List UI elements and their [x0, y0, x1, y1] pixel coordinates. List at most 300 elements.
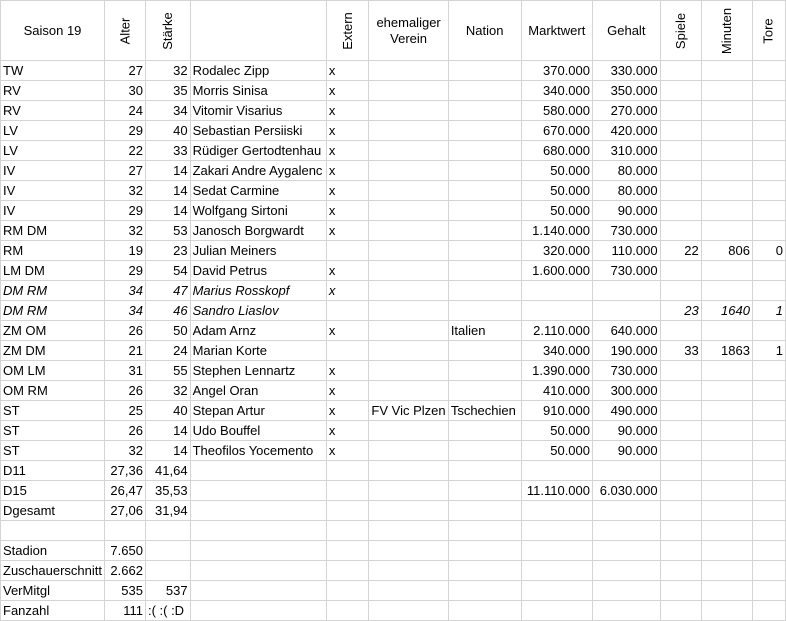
cell-minuten[interactable] [701, 161, 752, 181]
cell-empty[interactable] [752, 461, 785, 481]
cell-name[interactable]: Sedat Carmine [190, 181, 326, 201]
cell-staerke[interactable]: 24 [145, 341, 190, 361]
cell-name[interactable]: Theofilos Yocemento [190, 441, 326, 461]
cell-empty[interactable] [521, 521, 592, 541]
cell-empty[interactable] [448, 601, 521, 621]
cell-spiele[interactable] [660, 441, 701, 461]
cell-spiele[interactable] [660, 261, 701, 281]
cell-spiele[interactable] [660, 141, 701, 161]
cell-stats-value2[interactable] [145, 541, 190, 561]
cell-spiele[interactable] [660, 281, 701, 301]
cell-stats-value[interactable] [105, 521, 146, 541]
cell-spiele[interactable] [660, 101, 701, 121]
cell-marktwert[interactable]: 50.000 [521, 441, 592, 461]
cell-minuten[interactable] [701, 121, 752, 141]
cell-empty[interactable] [660, 581, 701, 601]
cell-name[interactable]: Sandro Liaslov [190, 301, 326, 321]
cell-alter[interactable]: 30 [105, 81, 146, 101]
cell-extern[interactable]: x [326, 361, 369, 381]
cell-minuten[interactable] [701, 281, 752, 301]
cell-marktwert[interactable]: 1.600.000 [521, 261, 592, 281]
cell-empty[interactable] [369, 561, 448, 581]
cell-verein[interactable] [369, 161, 448, 181]
cell-spiele[interactable] [660, 221, 701, 241]
cell-empty[interactable] [190, 601, 326, 621]
cell-tore[interactable] [752, 201, 785, 221]
cell-position[interactable]: OM RM [1, 381, 105, 401]
cell-name[interactable]: Rüdiger Gertodtenhau [190, 141, 326, 161]
cell-alter[interactable]: 31 [105, 361, 146, 381]
cell-empty[interactable] [752, 541, 785, 561]
cell-summary-gehalt[interactable] [593, 461, 661, 481]
cell-empty[interactable] [448, 501, 521, 521]
header-staerke[interactable] [145, 1, 190, 61]
cell-minuten[interactable] [701, 441, 752, 461]
cell-empty[interactable] [752, 501, 785, 521]
cell-empty[interactable] [448, 581, 521, 601]
cell-alter[interactable]: 26 [105, 321, 146, 341]
cell-stats-value2[interactable] [145, 521, 190, 541]
cell-spiele[interactable]: 33 [660, 341, 701, 361]
cell-name[interactable]: Adam Arnz [190, 321, 326, 341]
cell-empty[interactable] [701, 481, 752, 501]
cell-nation[interactable] [448, 141, 521, 161]
cell-gehalt[interactable] [593, 281, 661, 301]
cell-empty[interactable] [190, 501, 326, 521]
cell-verein[interactable] [369, 341, 448, 361]
cell-extern[interactable]: x [326, 321, 369, 341]
cell-verein[interactable] [369, 121, 448, 141]
cell-minuten[interactable]: 806 [701, 241, 752, 261]
cell-gehalt[interactable]: 310.000 [593, 141, 661, 161]
cell-tore[interactable] [752, 181, 785, 201]
cell-marktwert[interactable]: 410.000 [521, 381, 592, 401]
cell-spiele[interactable]: 23 [660, 301, 701, 321]
cell-spiele[interactable] [660, 121, 701, 141]
cell-position[interactable]: ST [1, 441, 105, 461]
cell-minuten[interactable] [701, 221, 752, 241]
cell-gehalt[interactable]: 490.000 [593, 401, 661, 421]
cell-alter[interactable]: 26 [105, 381, 146, 401]
cell-position[interactable]: ST [1, 401, 105, 421]
cell-empty[interactable] [521, 561, 592, 581]
cell-nation[interactable] [448, 81, 521, 101]
cell-minuten[interactable] [701, 401, 752, 421]
cell-staerke[interactable]: 55 [145, 361, 190, 381]
cell-position[interactable]: OM LM [1, 361, 105, 381]
cell-stats-value[interactable]: 111 [105, 601, 146, 621]
cell-tore[interactable] [752, 401, 785, 421]
cell-empty[interactable] [326, 501, 369, 521]
cell-name[interactable]: Morris Sinisa [190, 81, 326, 101]
cell-alter[interactable]: 32 [105, 221, 146, 241]
cell-tore[interactable] [752, 441, 785, 461]
cell-summary-staerke[interactable]: 35,53 [145, 481, 190, 501]
cell-extern[interactable]: x [326, 161, 369, 181]
cell-verein[interactable] [369, 61, 448, 81]
cell-verein[interactable] [369, 281, 448, 301]
cell-alter[interactable]: 22 [105, 141, 146, 161]
cell-empty[interactable] [593, 561, 661, 581]
cell-empty[interactable] [752, 521, 785, 541]
cell-alter[interactable]: 32 [105, 181, 146, 201]
cell-spiele[interactable]: 22 [660, 241, 701, 261]
cell-staerke[interactable]: 34 [145, 101, 190, 121]
cell-alter[interactable]: 19 [105, 241, 146, 261]
cell-empty[interactable] [593, 541, 661, 561]
cell-name[interactable]: Zakari Andre Aygalenc [190, 161, 326, 181]
cell-empty[interactable] [660, 561, 701, 581]
cell-gehalt[interactable]: 730.000 [593, 221, 661, 241]
cell-extern[interactable] [326, 301, 369, 321]
cell-extern[interactable]: x [326, 101, 369, 121]
cell-minuten[interactable] [701, 81, 752, 101]
cell-name[interactable]: Marian Korte [190, 341, 326, 361]
cell-empty[interactable] [701, 521, 752, 541]
cell-gehalt[interactable]: 330.000 [593, 61, 661, 81]
header-nation[interactable]: Nation [448, 1, 521, 61]
cell-position[interactable]: ST [1, 421, 105, 441]
cell-spiele[interactable] [660, 61, 701, 81]
cell-nation[interactable] [448, 181, 521, 201]
cell-verein[interactable] [369, 181, 448, 201]
cell-summary-alter[interactable]: 27,06 [105, 501, 146, 521]
cell-nation[interactable] [448, 101, 521, 121]
cell-minuten[interactable] [701, 321, 752, 341]
cell-name[interactable]: Wolfgang Sirtoni [190, 201, 326, 221]
cell-extern[interactable]: x [326, 401, 369, 421]
cell-nation[interactable] [448, 341, 521, 361]
cell-empty[interactable] [190, 481, 326, 501]
cell-position[interactable]: RM [1, 241, 105, 261]
cell-gehalt[interactable]: 80.000 [593, 181, 661, 201]
cell-stats-label[interactable]: VerMitgl [1, 581, 105, 601]
cell-empty[interactable] [752, 581, 785, 601]
cell-minuten[interactable] [701, 261, 752, 281]
header-alter[interactable] [105, 1, 146, 61]
cell-tore[interactable] [752, 421, 785, 441]
cell-gehalt[interactable]: 420.000 [593, 121, 661, 141]
cell-position[interactable]: RV [1, 81, 105, 101]
cell-alter[interactable]: 29 [105, 261, 146, 281]
cell-staerke[interactable]: 53 [145, 221, 190, 241]
cell-nation[interactable] [448, 441, 521, 461]
cell-empty[interactable] [326, 481, 369, 501]
cell-gehalt[interactable]: 640.000 [593, 321, 661, 341]
cell-summary-gehalt[interactable]: 6.030.000 [593, 481, 661, 501]
cell-alter[interactable]: 24 [105, 101, 146, 121]
cell-verein[interactable] [369, 361, 448, 381]
cell-stats-label[interactable] [1, 521, 105, 541]
cell-marktwert[interactable]: 910.000 [521, 401, 592, 421]
cell-empty[interactable] [369, 601, 448, 621]
cell-empty[interactable] [190, 461, 326, 481]
cell-minuten[interactable] [701, 181, 752, 201]
cell-empty[interactable] [701, 581, 752, 601]
cell-stats-value[interactable]: 7.650 [105, 541, 146, 561]
cell-marktwert[interactable]: 1.140.000 [521, 221, 592, 241]
cell-nation[interactable] [448, 421, 521, 441]
cell-name[interactable]: Angel Oran [190, 381, 326, 401]
cell-marktwert[interactable]: 50.000 [521, 421, 592, 441]
cell-position[interactable]: ZM OM [1, 321, 105, 341]
cell-name[interactable]: Udo Bouffel [190, 421, 326, 441]
cell-nation[interactable] [448, 221, 521, 241]
cell-marktwert[interactable]: 50.000 [521, 181, 592, 201]
cell-empty[interactable] [521, 541, 592, 561]
cell-staerke[interactable]: 14 [145, 161, 190, 181]
cell-spiele[interactable] [660, 201, 701, 221]
cell-summary-staerke[interactable]: 41,64 [145, 461, 190, 481]
cell-tore[interactable]: 1 [752, 341, 785, 361]
cell-gehalt[interactable]: 730.000 [593, 261, 661, 281]
cell-tore[interactable]: 1 [752, 301, 785, 321]
cell-extern[interactable]: x [326, 181, 369, 201]
cell-marktwert[interactable]: 320.000 [521, 241, 592, 261]
cell-empty[interactable] [521, 581, 592, 601]
cell-staerke[interactable]: 35 [145, 81, 190, 101]
cell-nation[interactable]: Italien [448, 321, 521, 341]
cell-empty[interactable] [369, 481, 448, 501]
cell-nation[interactable] [448, 301, 521, 321]
cell-verein[interactable] [369, 441, 448, 461]
cell-gehalt[interactable]: 730.000 [593, 361, 661, 381]
cell-tore[interactable] [752, 141, 785, 161]
cell-marktwert[interactable]: 340.000 [521, 81, 592, 101]
cell-gehalt[interactable]: 350.000 [593, 81, 661, 101]
cell-tore[interactable] [752, 281, 785, 301]
cell-empty[interactable] [660, 481, 701, 501]
cell-minuten[interactable] [701, 61, 752, 81]
cell-tore[interactable] [752, 261, 785, 281]
cell-tore[interactable] [752, 81, 785, 101]
cell-empty[interactable] [752, 601, 785, 621]
cell-gehalt[interactable]: 300.000 [593, 381, 661, 401]
cell-marktwert[interactable]: 50.000 [521, 161, 592, 181]
cell-staerke[interactable]: 50 [145, 321, 190, 341]
cell-position[interactable]: DM RM [1, 301, 105, 321]
cell-nation[interactable] [448, 381, 521, 401]
cell-extern[interactable]: x [326, 141, 369, 161]
cell-empty[interactable] [701, 461, 752, 481]
cell-verein[interactable] [369, 381, 448, 401]
cell-marktwert[interactable]: 340.000 [521, 341, 592, 361]
cell-verein[interactable] [369, 221, 448, 241]
cell-tore[interactable] [752, 221, 785, 241]
cell-empty[interactable] [326, 581, 369, 601]
cell-summary-marktwert[interactable] [521, 501, 592, 521]
cell-gehalt[interactable]: 80.000 [593, 161, 661, 181]
cell-alter[interactable]: 27 [105, 161, 146, 181]
cell-summary-label[interactable]: Dgesamt [1, 501, 105, 521]
header-spiele[interactable] [660, 1, 701, 61]
cell-empty[interactable] [369, 521, 448, 541]
cell-alter[interactable]: 29 [105, 201, 146, 221]
cell-extern[interactable] [326, 341, 369, 361]
cell-staerke[interactable]: 14 [145, 181, 190, 201]
cell-summary-label[interactable]: D15 [1, 481, 105, 501]
cell-empty[interactable] [660, 501, 701, 521]
cell-verein[interactable] [369, 321, 448, 341]
cell-tore[interactable] [752, 361, 785, 381]
cell-position[interactable]: DM RM [1, 281, 105, 301]
cell-gehalt[interactable]: 270.000 [593, 101, 661, 121]
cell-empty[interactable] [660, 521, 701, 541]
cell-marktwert[interactable]: 580.000 [521, 101, 592, 121]
cell-summary-gehalt[interactable] [593, 501, 661, 521]
cell-alter[interactable]: 26 [105, 421, 146, 441]
cell-empty[interactable] [660, 601, 701, 621]
cell-staerke[interactable]: 47 [145, 281, 190, 301]
cell-empty[interactable] [701, 601, 752, 621]
cell-staerke[interactable]: 14 [145, 441, 190, 461]
cell-empty[interactable] [369, 461, 448, 481]
cell-extern[interactable]: x [326, 201, 369, 221]
cell-verein[interactable] [369, 101, 448, 121]
cell-position[interactable]: LM DM [1, 261, 105, 281]
cell-nation[interactable] [448, 361, 521, 381]
cell-stats-value2[interactable]: 537 [145, 581, 190, 601]
cell-spiele[interactable] [660, 381, 701, 401]
cell-extern[interactable]: x [326, 261, 369, 281]
cell-position[interactable]: IV [1, 181, 105, 201]
cell-spiele[interactable] [660, 161, 701, 181]
cell-extern[interactable]: x [326, 221, 369, 241]
cell-alter[interactable]: 27 [105, 61, 146, 81]
cell-empty[interactable] [448, 461, 521, 481]
cell-extern[interactable]: x [326, 61, 369, 81]
cell-name[interactable]: Stepan Artur [190, 401, 326, 421]
cell-tore[interactable] [752, 161, 785, 181]
cell-empty[interactable] [593, 521, 661, 541]
cell-marktwert[interactable]: 370.000 [521, 61, 592, 81]
cell-empty[interactable] [326, 521, 369, 541]
cell-extern[interactable]: x [326, 81, 369, 101]
cell-gehalt[interactable]: 90.000 [593, 421, 661, 441]
cell-nation[interactable] [448, 121, 521, 141]
cell-marktwert[interactable] [521, 281, 592, 301]
cell-position[interactable]: RV [1, 101, 105, 121]
cell-empty[interactable] [190, 521, 326, 541]
cell-verein[interactable] [369, 201, 448, 221]
cell-marktwert[interactable]: 50.000 [521, 201, 592, 221]
cell-position[interactable]: RM DM [1, 221, 105, 241]
cell-staerke[interactable]: 40 [145, 121, 190, 141]
cell-staerke[interactable]: 46 [145, 301, 190, 321]
cell-staerke[interactable]: 33 [145, 141, 190, 161]
cell-minuten[interactable] [701, 201, 752, 221]
cell-extern[interactable] [326, 241, 369, 261]
cell-minuten[interactable] [701, 141, 752, 161]
cell-alter[interactable]: 21 [105, 341, 146, 361]
cell-minuten[interactable] [701, 361, 752, 381]
cell-empty[interactable] [190, 561, 326, 581]
cell-verein[interactable]: FV Vic Plzen [369, 401, 448, 421]
cell-spiele[interactable] [660, 361, 701, 381]
cell-stats-label[interactable]: Fanzahl [1, 601, 105, 621]
cell-verein[interactable] [369, 241, 448, 261]
cell-empty[interactable] [326, 561, 369, 581]
cell-nation[interactable] [448, 241, 521, 261]
cell-stats-value[interactable]: 535 [105, 581, 146, 601]
cell-minuten[interactable] [701, 101, 752, 121]
cell-summary-alter[interactable]: 27,36 [105, 461, 146, 481]
cell-stats-value2[interactable] [145, 561, 190, 581]
cell-empty[interactable] [448, 561, 521, 581]
cell-empty[interactable] [190, 541, 326, 561]
cell-summary-label[interactable]: D11 [1, 461, 105, 481]
cell-name[interactable]: Julian Meiners [190, 241, 326, 261]
cell-empty[interactable] [660, 541, 701, 561]
cell-empty[interactable] [326, 601, 369, 621]
cell-staerke[interactable]: 23 [145, 241, 190, 261]
cell-spiele[interactable] [660, 401, 701, 421]
cell-tore[interactable] [752, 381, 785, 401]
cell-gehalt[interactable]: 90.000 [593, 441, 661, 461]
cell-minuten[interactable]: 1640 [701, 301, 752, 321]
cell-stats-value[interactable]: 2.662 [105, 561, 146, 581]
cell-verein[interactable] [369, 421, 448, 441]
header-name[interactable] [190, 1, 326, 61]
header-minuten[interactable] [701, 1, 752, 61]
cell-staerke[interactable]: 14 [145, 421, 190, 441]
cell-nation[interactable]: Tschechien [448, 401, 521, 421]
cell-marktwert[interactable]: 680.000 [521, 141, 592, 161]
cell-nation[interactable] [448, 161, 521, 181]
cell-extern[interactable]: x [326, 381, 369, 401]
cell-name[interactable]: Marius Rosskopf [190, 281, 326, 301]
cell-stats-label[interactable]: Zuschauerschnitt [1, 561, 105, 581]
cell-nation[interactable] [448, 61, 521, 81]
cell-position[interactable]: IV [1, 161, 105, 181]
cell-name[interactable]: Vitomir Visarius [190, 101, 326, 121]
cell-spiele[interactable] [660, 81, 701, 101]
cell-alter[interactable]: 25 [105, 401, 146, 421]
cell-position[interactable]: LV [1, 121, 105, 141]
header-saison[interactable]: Saison 19 [1, 1, 105, 61]
cell-staerke[interactable]: 54 [145, 261, 190, 281]
cell-spiele[interactable] [660, 321, 701, 341]
cell-empty[interactable] [752, 561, 785, 581]
cell-minuten[interactable]: 1863 [701, 341, 752, 361]
cell-alter[interactable]: 29 [105, 121, 146, 141]
cell-empty[interactable] [369, 501, 448, 521]
cell-nation[interactable] [448, 261, 521, 281]
cell-empty[interactable] [593, 601, 661, 621]
cell-verein[interactable] [369, 81, 448, 101]
cell-extern[interactable]: x [326, 281, 369, 301]
cell-position[interactable]: LV [1, 141, 105, 161]
header-marktwert[interactable]: Marktwert [521, 1, 592, 61]
cell-tore[interactable] [752, 321, 785, 341]
cell-name[interactable]: Stephen Lennartz [190, 361, 326, 381]
header-verein[interactable]: ehemaliger Verein [369, 1, 448, 61]
cell-marktwert[interactable]: 1.390.000 [521, 361, 592, 381]
cell-empty[interactable] [660, 461, 701, 481]
cell-verein[interactable] [369, 261, 448, 281]
cell-empty[interactable] [448, 521, 521, 541]
cell-position[interactable]: TW [1, 61, 105, 81]
cell-tore[interactable] [752, 121, 785, 141]
cell-marktwert[interactable]: 670.000 [521, 121, 592, 141]
cell-empty[interactable] [369, 541, 448, 561]
cell-alter[interactable]: 34 [105, 281, 146, 301]
cell-nation[interactable] [448, 281, 521, 301]
cell-summary-marktwert[interactable] [521, 461, 592, 481]
cell-gehalt[interactable] [593, 301, 661, 321]
cell-stats-value2[interactable]: :( :( :D [145, 601, 190, 621]
cell-empty[interactable] [752, 481, 785, 501]
